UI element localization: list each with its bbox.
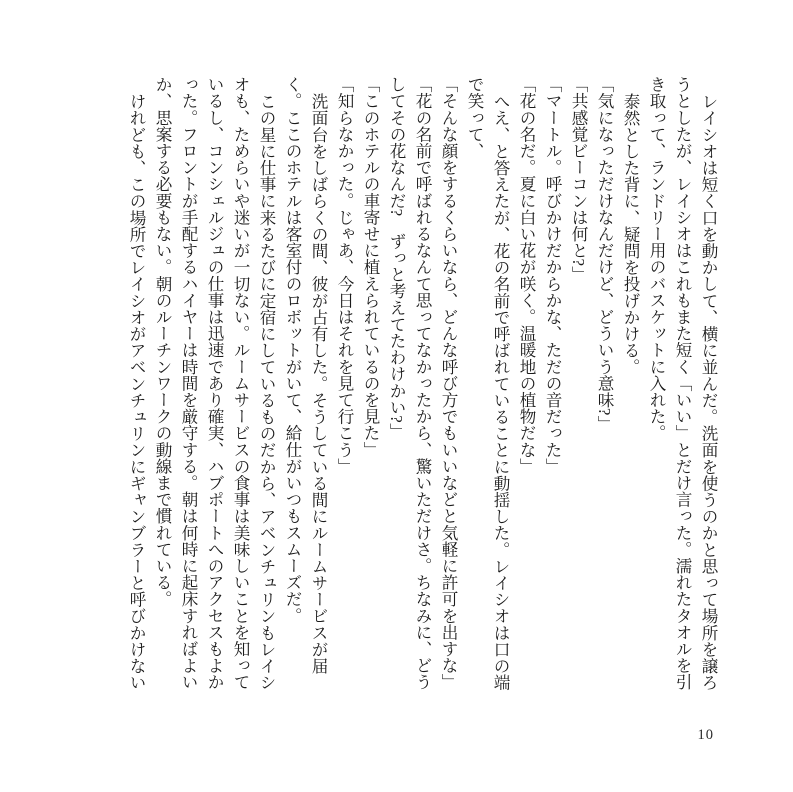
- paragraph: 「共感覚ビーコンは何と?」: [569, 76, 588, 283]
- paragraph: 「気になっただけなんだけど、どういう意味?」: [595, 76, 614, 432]
- paragraph: レイシオは短く口を動かして、横に並んだ。洗面を使うのかと思って場所を譲ろうとしたが、レイシオはこれもまた短く「いい」とだけ言った。濡れたタオルを引き取って、ランドリー用のバスケットに入れた。: [647, 76, 718, 691]
- paragraph: 「このホテルの車寄せに植えられているのを見た」: [361, 76, 380, 458]
- paragraph: 「知らなかった。じゃあ、今日はそれを見て行こう」: [335, 76, 354, 475]
- paragraph: 泰然とした背に、疑問を投げかける。: [621, 92, 640, 375]
- paragraph: 「そんな顔をするくらいなら、どんな呼び方でもいいなどと気軽に許可を出すな」: [439, 76, 458, 691]
- paragraph: 「マートル。呼びかけだからかな、ただの音だった」: [543, 76, 562, 475]
- paragraph: 「花の名前で呼ばれるなんて思ってなかったから、驚いただけさ。ちなみに、どうしてその花なんだ? ずっと考えてたわけかい?」: [387, 76, 432, 691]
- vertical-text-block: [123, 76, 721, 694]
- page-number: 10: [697, 727, 714, 743]
- paragraph: へえ、と答えたが、花の名前で呼ばれていることに動揺した。レイシオは口の端で笑って、: [465, 76, 510, 691]
- paragraph: この星に仕事に来るたびに定宿にしているものだから、アベンチュリンもレイシオも、ためらいや迷いが一切ない。ルームサービスの食事は美味しいことを知っているし、コンシェルジュの仕事は迅速であり確実、ハブポートへのアクセスもよかった。フロントが手配するハイヤーは時間を厳守する。朝は何時に起床すればよいか、思案する必要もない。朝のルーチンワークの動線まで慣れている。: [153, 76, 276, 691]
- paragraph: けれども、この場所でレイシオがアベンチュリンにギャンブラーと呼びかけない: [127, 92, 146, 691]
- paragraph: 「花の名だ。夏に白い花が咲く。温暖地の植物だな」: [517, 76, 536, 475]
- paragraph: 洗面台をしばらくの間、彼が占有した。そうしている間にルームサービスが届く。ここのホテルは客室付のロボットがいて、給仕がいつもスムーズだ。: [283, 76, 328, 674]
